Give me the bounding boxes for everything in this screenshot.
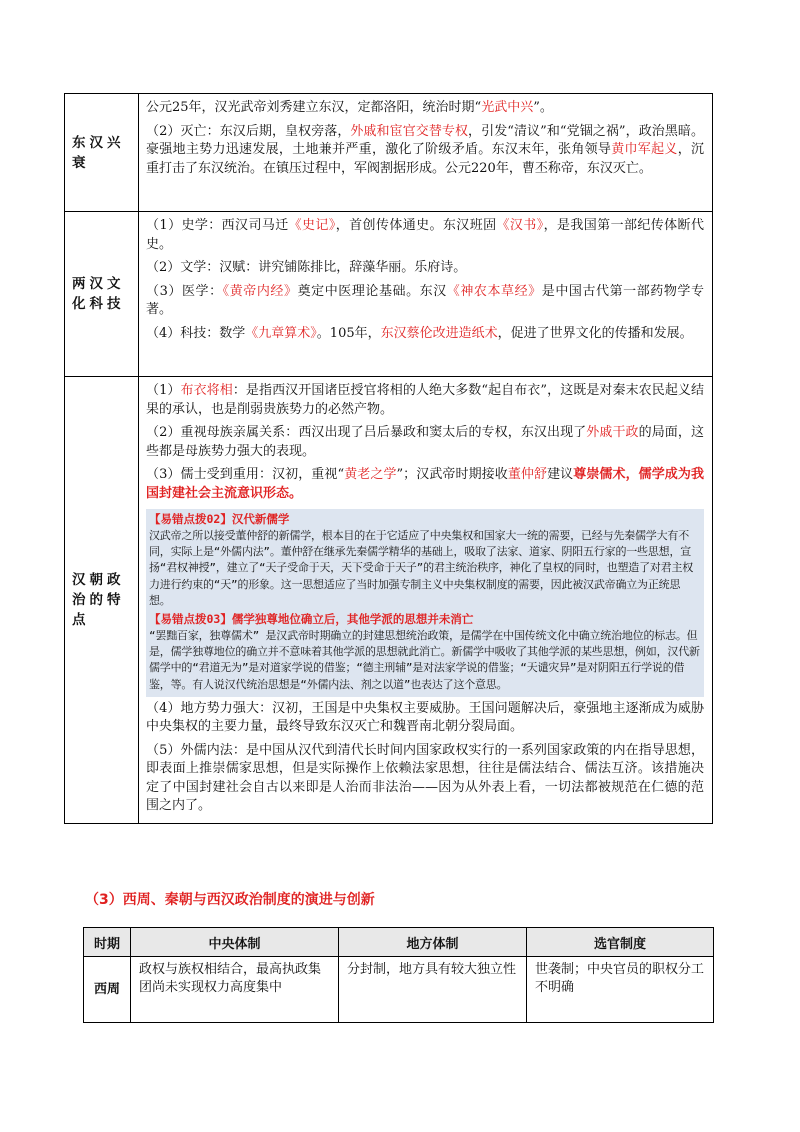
error-tip-title: 【易错点拨03】儒学独尊地位确立后，其他学派的思想并未消亡 [149, 612, 474, 627]
column-header: 时期 [84, 928, 131, 957]
political-system-table [83, 927, 714, 1023]
paragraph: （3）儒士受到重用：汉初，重视“黄老之学”；汉武帝时期接收董仲舒建议尊崇儒术，儒学成为我国封建社会主流意识形态。 [146, 467, 704, 501]
table-cell-local: 分封制，地方具有较大独立性 [339, 957, 527, 1023]
section-title: （3）西周、秦朝与西汉政治制度的演进与创新 [85, 892, 375, 908]
content-han-politics [139, 377, 713, 824]
paragraph: （3）医学：《黄帝内经》奠定中医理论基础。东汉《神农本草经》是中国古代第一部药物学专著。 [146, 283, 704, 317]
content-han-culture [139, 212, 713, 377]
error-tip-body: “罢黜百家，独尊儒术” 是汉武帝时期确立的封建思想统治政策，是儒学在中国传统文化中确立统治地位的标志。但是，儒学独尊地位的确立并不意味着其他学派的思想就此消亡。新儒学中吸收了其他学派的某些思想，例如，汉代新儒学中的“君道无为”是对道家学说的借鉴；“德主刑辅”是对法家学说的借鉴；“天谴灾异”是对阴阳五行学说的借鉴，等。有人说汉代统治思想是“外儒内法、剂之以道”也表达了这个意思。 [149, 629, 700, 691]
error-tip-title: 【易错点拨02】汉代新儒学 [149, 512, 290, 526]
table-row [65, 212, 713, 377]
content-eastern-han [139, 94, 713, 212]
paragraph: （1）布衣将相：是指西汉开国诸臣授官将相的人绝大多数“起自布衣”，这既是对秦末农民起义结果的承认，也是削弱贵族势力的必然产物。 [146, 383, 704, 417]
row-label-han-culture: 两汉文化科技 [65, 212, 139, 377]
error-tip-body: 汉武帝之所以接受董仲舒的新儒学，根本目的在于它适应了中央集权和国家大一统的需要，已经与先秦儒学大有不同，实际上是“外儒内法”。董仲舒在继承先秦儒学精华的基础上，吸取了法家、道家、阴阳五行家的一些思想，宣扬“君权神授”，建立了“天子受命于天，天下受命于天子”的君主统治秩序，神化了皇权的同时，也塑造了对君主权力进行约束的“天”的形象。这一思想适应了当时加强专制主义中央集权制度的需要，因此被汉武帝确立为正统思想。 [149, 529, 694, 607]
paragraph: （4）科技：数学《九章算术》。105年，东汉蔡伦改进造纸术，促进了世界文化的传播和发展。 [146, 325, 693, 341]
error-tip-box [146, 509, 704, 697]
table-row [84, 957, 714, 1023]
table-row [65, 377, 713, 824]
paragraph: （2）文学：汉赋：讲究铺陈排比，辞藻华丽。乐府诗。 [146, 260, 467, 275]
table-cell-central: 政权与族权相结合，最高执政集团尚未实现权力高度集中 [131, 957, 339, 1023]
column-header: 选官制度 [527, 928, 714, 957]
paragraph: （5）外儒内法：是中国从汉代到清代长时间内国家政权实行的一系列国家政策的内在指导思想，即表面上推崇儒家思想，但是实际操作上依赖法家思想，往往是儒法结合、儒法互济。该措施决定了中国封建社会自古以来即是人治而非法治——因为从外表上看，一切法都被规范在仁德的范围之内了。 [146, 742, 704, 814]
column-header: 中央体制 [131, 928, 339, 957]
table-cell-period: 西周 [84, 957, 131, 1023]
paragraph: （1）史学：西汉司马迁《史记》，首创传体通史。东汉班固《汉书》，是我国第一部纪传体断代史。 [146, 218, 704, 252]
table-header-row [84, 928, 714, 957]
history-summary-table [64, 93, 713, 824]
row-label-eastern-han: 东汉兴衰 [65, 94, 139, 212]
table-row [65, 94, 713, 212]
paragraph: 公元25年，汉光武帝刘秀建立东汉，定都洛阳，统治时期“光武中兴”。 [146, 100, 553, 115]
row-label-han-politics: 汉朝政治的特点 [65, 377, 139, 824]
paragraph: （2）灭亡：东汉后期，皇权旁落，外戚和宦官交替专权，引发“清议”和“党锢之祸”，政治黑暗。豪强地主势力迅速发展，土地兼并严重，激化了阶级矛盾。东汉末年，张角领导黄巾军起义，沉重打击了东汉统治。在镇压过程中，军阀割据形成。公元220年，曹丕称帝，东汉灭亡。 [146, 123, 704, 176]
paragraph: （4）地方势力强大：汉初，王国是中央集权主要威胁。王国问题解决后，豪强地主逐渐成为威胁中央集权的主要力量，最终导致东汉灭亡和魏晋南北朝分裂局面。 [146, 700, 704, 735]
table-cell-official: 世袭制；中央官员的职权分工不明确 [527, 957, 714, 1023]
column-header: 地方体制 [339, 928, 527, 957]
paragraph: （2）重视母族亲属关系：西汉出现了吕后暴政和窦太后的专权，东汉出现了外戚干政的局面，这些都是母族势力强大的表现。 [146, 425, 704, 459]
